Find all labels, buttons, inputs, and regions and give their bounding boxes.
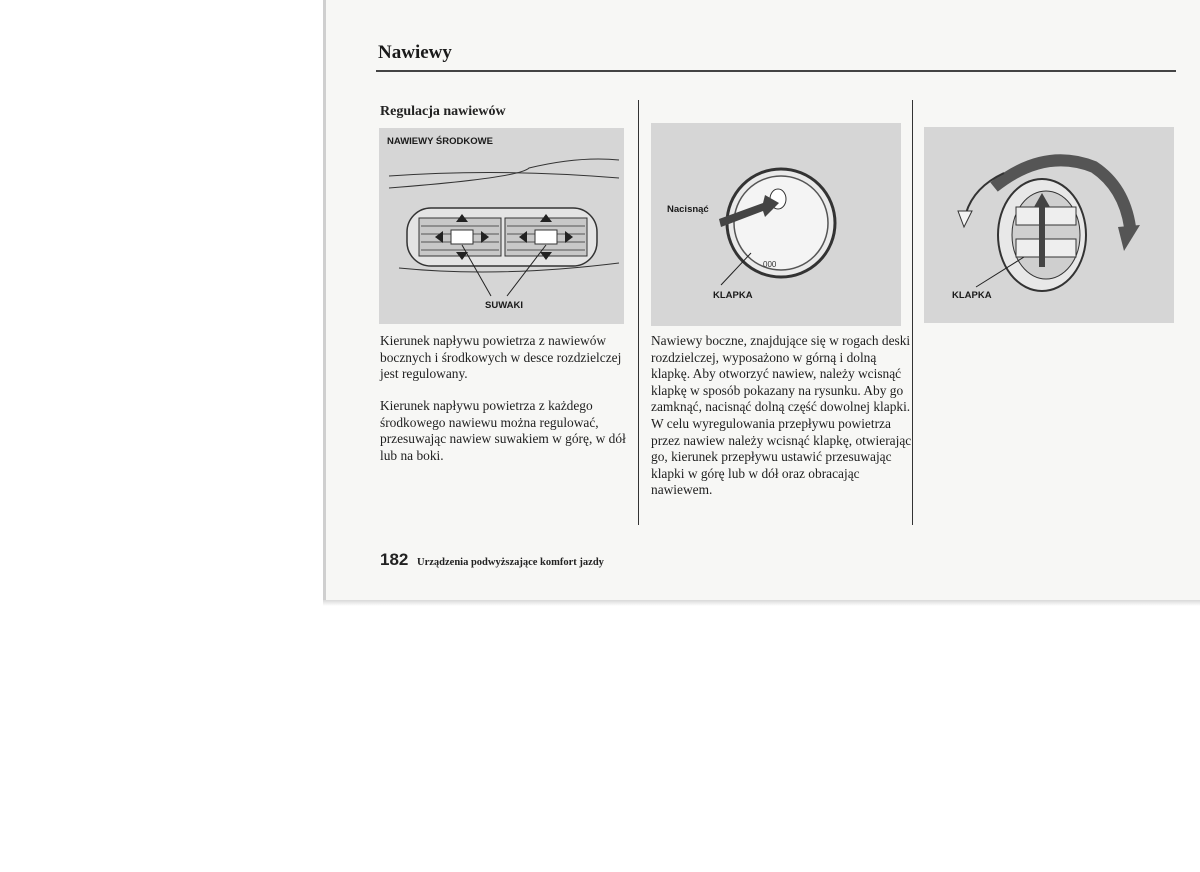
center-vents-illustration — [379, 128, 624, 324]
svg-text:000: 000 — [763, 260, 777, 269]
paragraph-center-vent-adjust: Kierunek napływu powietrza z każdego środkowego nawiewu można regulować, przesuwając nawiew suwakiem w górę, w dół lub na boki. — [380, 398, 626, 463]
paragraph-airflow-adjustable: Kierunek napływu powietrza z nawiewów bocznych i środkowych w desce rozdzielczej jest regulowany. — [380, 333, 622, 382]
column-divider-1 — [638, 100, 639, 525]
paragraph-side-vents: Nawiewy boczne, znajdujące się w rogach deski rozdzielczej, wyposażono w górną i dolną klapkę. Aby otworzyć nawiew, należy wcisnąć klapkę w sposób pokazany na rysunku. Aby go zamknąć, nacisnąć dolną część dowolnej klapki. W celu wyregulowania przepływu powietrza przez nawiew należy wcisnąć klapkę, otwierając go, kierunek przepływu ustawić przesuwając klapki w górę lub w dół oraz obracając nawiewem. — [651, 333, 912, 498]
figure-side-vent-press — [651, 123, 901, 326]
section-heading: Regulacja nawiewów — [380, 104, 506, 119]
footer-section-title: Urządzenia podwyższające komfort jazdy — [417, 557, 604, 568]
page-title: Nawiewy — [378, 42, 452, 63]
title-divider — [376, 70, 1176, 72]
figure-side-vent-rotate — [924, 127, 1174, 323]
label-sliders: SUWAKI — [485, 300, 523, 311]
figure-title-center-vents: NAWIEWY ŚRODKOWE — [387, 136, 493, 147]
label-flap: KLAPKA — [713, 290, 753, 301]
label-flap-rotate: KLAPKA — [952, 290, 992, 301]
side-vent-press-illustration — [651, 123, 901, 326]
page-number: 182 — [380, 550, 409, 569]
label-press: Nacisnąć — [667, 204, 709, 215]
page-edge-shadow — [323, 600, 1200, 606]
figure-center-vents — [379, 128, 624, 324]
